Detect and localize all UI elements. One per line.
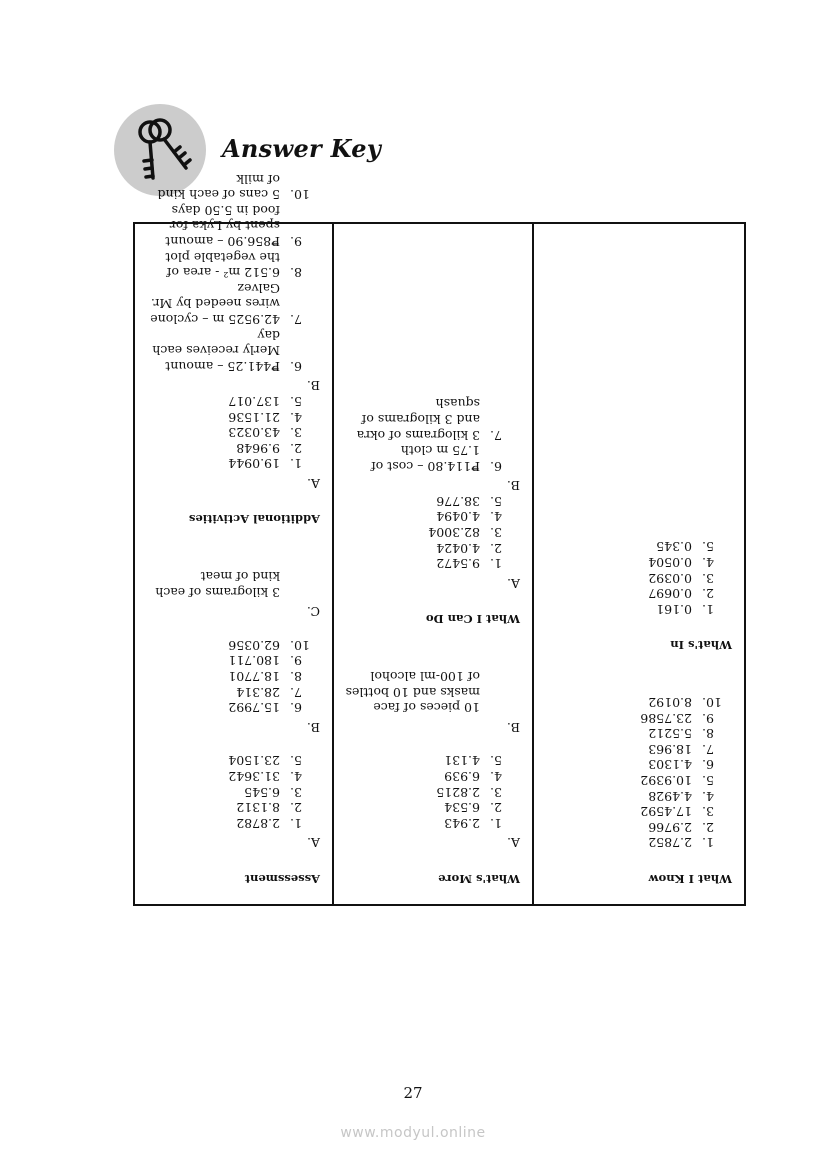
list-item [542, 788, 732, 804]
answer-text: 0.0392 [648, 570, 692, 586]
item-number: 2. [290, 440, 302, 456]
answer-text: 0.0504 [648, 555, 692, 571]
answer-list [143, 171, 320, 374]
item-number: 5. [490, 493, 502, 509]
answer-text: 10.9392 [640, 773, 692, 789]
answer-text: 23.1504 [228, 753, 280, 769]
list-item [143, 800, 320, 816]
item-number: 1. [490, 556, 502, 572]
item-number: 3. [490, 784, 502, 800]
section-label: A. [506, 575, 520, 591]
list-item [143, 202, 320, 249]
list-item [342, 443, 520, 474]
item-number: 3. [290, 784, 302, 800]
item-number: 3. [290, 425, 302, 441]
answer-text: 3 kilograms of okra and 3 kilograms of squash [356, 396, 480, 443]
list-item [143, 327, 320, 374]
answer-key-table [133, 171, 746, 906]
item-number: 6. [290, 358, 302, 374]
item-number: 7. [290, 311, 302, 327]
list-item [143, 456, 320, 472]
section-label: B. [306, 378, 320, 394]
answer-text: 2.7852 [648, 835, 692, 851]
section-label: B. [506, 478, 520, 494]
list-item [542, 819, 732, 835]
list-item [542, 710, 732, 726]
item-number: 1. [290, 456, 302, 472]
answer-text: 18.7701 [228, 669, 280, 685]
list-item [342, 815, 520, 831]
list-item [342, 753, 520, 769]
list-item [143, 637, 320, 653]
item-number: 2. [290, 800, 302, 816]
answer-text: 5 cans of each kind of milk [157, 171, 280, 203]
answer-text: 17.4592 [640, 804, 692, 820]
answer-text: 9.9648 [236, 440, 280, 456]
answer-text: 0.345 [656, 539, 692, 555]
item-number: 4. [290, 769, 302, 785]
list-item [342, 509, 520, 525]
answer-text: 19.0944 [228, 456, 280, 472]
section-heading: Additional Activities [188, 512, 320, 527]
list-item [542, 539, 732, 555]
answer-text: 6.545 [244, 784, 280, 800]
item-number: 9. [290, 234, 302, 249]
item-number: 8. [290, 265, 302, 281]
answer-text: 2.943 [444, 815, 480, 831]
page-number: 27 [403, 1084, 423, 1102]
item-number: 9. [290, 653, 302, 669]
list-item [542, 741, 732, 757]
item-number: 7. [702, 741, 714, 757]
answer-text: 42.9525 m – cyclone wires needed by Mr. Galvez [150, 280, 280, 327]
item-number: 8. [702, 726, 714, 742]
section-label: C. [306, 604, 320, 620]
answer-column-assessment [135, 171, 334, 904]
item-number: 10. [702, 695, 722, 711]
item-number: 4. [290, 409, 302, 425]
list-item [542, 694, 732, 710]
section-label: A. [506, 835, 520, 851]
answer-text: 4.0494 [436, 509, 480, 525]
answer-text: 5.5212 [648, 726, 692, 742]
list-item [542, 804, 732, 820]
item-number: 4. [702, 788, 714, 804]
list-item [542, 726, 732, 742]
item-number: 9. [702, 710, 714, 726]
item-number: 6. [290, 700, 302, 716]
list-item [143, 171, 320, 202]
item-number: 5. [490, 753, 502, 769]
answer-column-what-i-know [534, 224, 744, 904]
answer-text: 3 kilograms of each kind of meat [155, 569, 280, 600]
answer-text: 4.0424 [436, 540, 480, 556]
list-item [342, 668, 520, 715]
section-label: B. [306, 719, 320, 735]
list-item [143, 768, 320, 784]
section-label: B. [506, 719, 520, 735]
item-number: 5. [290, 753, 302, 769]
item-number: 2. [702, 819, 714, 835]
answer-text: 43.0323 [228, 425, 280, 441]
list-item [143, 784, 320, 800]
answer-text: 6.512 m² - area of the vegetable plot [165, 249, 280, 281]
answer-list [342, 493, 520, 571]
answer-text: 82.3004 [428, 525, 480, 541]
list-item [342, 493, 520, 509]
answer-list [143, 753, 320, 831]
answer-text: 4.1303 [648, 757, 692, 773]
answer-text: 8.1312 [236, 800, 280, 816]
list-item [342, 556, 520, 572]
answer-list [342, 753, 520, 831]
answer-text: 10 pieces of face masks and 10 bottles of 100-ml alcohol [345, 669, 480, 716]
list-item [143, 409, 320, 425]
answer-text: 38.776 [436, 493, 480, 509]
list-item [143, 700, 320, 716]
item-number: 5. [290, 393, 302, 409]
item-number: 6. [702, 757, 714, 773]
item-number: 7. [490, 427, 502, 443]
list-item [342, 800, 520, 816]
answer-text: 31.3642 [228, 769, 280, 785]
list-item [342, 784, 520, 800]
answer-list [542, 539, 732, 617]
list-item [542, 570, 732, 586]
answer-text: 0.161 [656, 601, 692, 617]
answer-text: ₱114.80 – cost of 1.75 m cloth [371, 443, 480, 474]
list-item [342, 396, 520, 443]
list-item [542, 601, 732, 617]
list-item [542, 772, 732, 788]
item-number: 1. [490, 815, 502, 831]
section-heading: What's More [438, 872, 520, 886]
section-heading: What's In [670, 638, 732, 653]
item-number: 1. [290, 815, 302, 831]
item-number: 3. [702, 570, 714, 586]
answer-text: 21.1536 [228, 409, 280, 425]
list-item [143, 280, 320, 327]
answer-text: ₱856.90 – amount spent by Lyka for food in 5.50 days [165, 202, 280, 249]
answer-text: 4.131 [444, 753, 480, 769]
answer-list [342, 396, 520, 474]
answer-column-whats-more [334, 224, 534, 904]
list-item [143, 815, 320, 831]
section-heading: What I Know [648, 872, 732, 886]
answer-list [542, 694, 732, 850]
watermark: www.modyul.online [340, 1125, 486, 1141]
section-heading: What I Can Do [425, 612, 520, 627]
item-number: 2. [702, 586, 714, 602]
item-number: 5. [702, 773, 714, 789]
list-item [143, 249, 320, 280]
list-item [542, 757, 732, 773]
item-number: 10. [290, 637, 310, 653]
list-item [143, 684, 320, 700]
item-number: 2. [490, 800, 502, 816]
item-number: 4. [702, 555, 714, 571]
answer-text: 62.0356 [228, 637, 280, 653]
item-number: 8. [290, 669, 302, 685]
list-item [143, 753, 320, 769]
answer-text: 2.8215 [436, 784, 480, 800]
answer-text: 8.0192 [648, 695, 692, 711]
section-label: A. [306, 475, 320, 491]
answer-text: 18.963 [648, 741, 692, 757]
list-item [542, 586, 732, 602]
list-item [542, 555, 732, 571]
answer-text: 9.5472 [436, 556, 480, 572]
answer-text: 4.4928 [648, 788, 692, 804]
item-number: 3. [702, 804, 714, 820]
item-number: 10. [290, 187, 310, 203]
answer-text: 137.017 [228, 393, 280, 409]
list-item [342, 540, 520, 556]
item-number: 1. [702, 835, 714, 851]
item-number: 1. [702, 601, 714, 617]
list-item [143, 440, 320, 456]
page-title: Answer Key [222, 134, 382, 163]
answer-text: 6.534 [444, 800, 480, 816]
answer-text: 2.8782 [236, 815, 280, 831]
list-item [143, 393, 320, 409]
list-item [143, 569, 320, 600]
answer-list [143, 393, 320, 471]
item-number: 4. [490, 769, 502, 785]
list-item [342, 768, 520, 784]
answer-text: ₱441.25 – amount Merly receives each day [152, 327, 280, 374]
item-number: 3. [490, 525, 502, 541]
item-number: 6. [490, 458, 502, 474]
answer-text: 2.9766 [648, 819, 692, 835]
section-heading: Assessment [244, 872, 320, 886]
answer-text: 15.7992 [228, 700, 280, 716]
list-item [342, 525, 520, 541]
list-item [143, 425, 320, 441]
answer-text: 6.939 [444, 769, 480, 785]
list-item [143, 653, 320, 669]
answer-text: 0.0697 [648, 586, 692, 602]
answer-text: 28.314 [236, 684, 280, 700]
answer-text: 180.711 [228, 653, 280, 669]
list-item [542, 835, 732, 851]
item-number: 7. [290, 684, 302, 700]
answer-text: 23.7586 [640, 710, 692, 726]
section-label: A. [306, 835, 320, 851]
item-number: 2. [490, 540, 502, 556]
answer-list [143, 637, 320, 715]
item-number: 5. [702, 539, 714, 555]
item-number: 4. [490, 509, 502, 525]
list-item [143, 668, 320, 684]
